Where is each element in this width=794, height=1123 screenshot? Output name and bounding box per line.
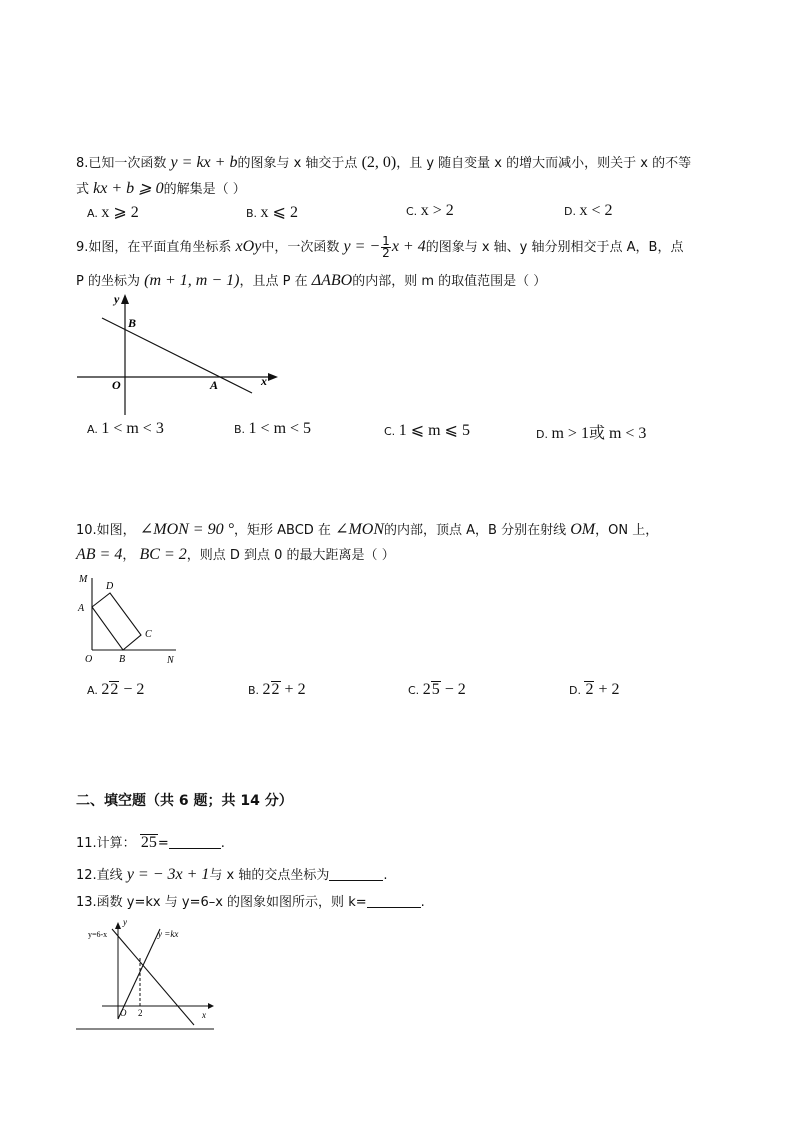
q10-option-d[interactable]: D. 2 + 2 bbox=[569, 681, 620, 698]
option-math: 1 ⩽ m ⩽ 5 bbox=[398, 422, 470, 439]
q9-text: 9.如图，在平面直角坐标系 bbox=[76, 240, 232, 255]
q9-coord-system: xOy bbox=[235, 238, 262, 255]
label-o: O bbox=[120, 1008, 127, 1018]
q10-option-a[interactable]: A. 22 − 2 bbox=[87, 681, 145, 698]
q10-text: 10.如图， bbox=[76, 523, 136, 538]
option-math: x > 2 bbox=[420, 202, 454, 219]
q10-ray-om: OM bbox=[570, 521, 596, 538]
q10-ab: AB = 4 bbox=[76, 546, 123, 563]
label-y: y bbox=[123, 917, 127, 927]
q10-option-b[interactable]: B. 22 + 2 bbox=[248, 681, 306, 698]
q8-text: 8.已知一次函数 bbox=[76, 156, 167, 171]
q11-end: . bbox=[220, 836, 225, 851]
label-b: B bbox=[128, 316, 137, 330]
q9-option-a[interactable]: A. 1 < m < 3 bbox=[87, 420, 164, 437]
q8-text: 式 bbox=[76, 182, 90, 197]
label-a: A bbox=[78, 603, 85, 614]
q10-text: 的内部，顶点 A，B 分别在射线 bbox=[384, 523, 567, 538]
q9-option-c[interactable]: C. 1 ⩽ m ⩽ 5 bbox=[384, 422, 470, 439]
q8-option-c[interactable]: C. x > 2 bbox=[406, 202, 454, 219]
q9-point-p: (m + 1, m − 1) bbox=[144, 272, 240, 289]
q9-option-d[interactable]: D. m > 1或 m < 3 bbox=[536, 425, 647, 442]
q9-text: 的内部，则 m 的取值范围是（ ） bbox=[352, 274, 547, 289]
q13-answer-blank[interactable] bbox=[367, 895, 421, 908]
sqrt: 2 bbox=[585, 681, 594, 698]
q10-angle: ∠MON = 90 ° bbox=[139, 521, 234, 538]
q9-figure bbox=[72, 290, 282, 420]
label-o: O bbox=[85, 654, 93, 665]
y-axis-arrow bbox=[121, 294, 129, 304]
q9-fraction: $\frac{1}{2}$ bbox=[382, 234, 390, 260]
option-math: x ⩾ 2 bbox=[101, 204, 139, 221]
label-y-kx: y =kx bbox=[158, 929, 179, 939]
x-axis-arrow bbox=[208, 1003, 214, 1009]
q11-label: 11.计算： bbox=[76, 836, 136, 851]
q10-text: ，矩形 ABCD 在 bbox=[233, 523, 331, 538]
q9-y-eq: y = − bbox=[343, 238, 381, 255]
option-math: 1 < m < 3 bbox=[101, 420, 164, 437]
q13 bbox=[76, 891, 425, 910]
label-x: x bbox=[261, 374, 267, 388]
q10-text: ，ON 上， bbox=[595, 523, 659, 538]
q10-figure bbox=[74, 570, 184, 670]
q10-option-c[interactable]: C. 25 − 2 bbox=[408, 681, 466, 698]
label-d: D bbox=[106, 581, 114, 592]
q9-text: 的图象与 x 轴、y 轴分别相交于点 A，B，点 bbox=[425, 240, 684, 255]
label-y: y bbox=[114, 292, 120, 306]
label-b: B bbox=[119, 654, 126, 665]
q8-text: 的解集是（ ） bbox=[163, 182, 246, 197]
q11 bbox=[76, 832, 225, 851]
q8-option-b[interactable]: B. x ⩽ 2 bbox=[246, 204, 298, 221]
label-2: 2 bbox=[138, 1008, 143, 1018]
q11-sqrt: 25 bbox=[140, 834, 157, 851]
label-o: O bbox=[112, 378, 121, 392]
q9-option-b[interactable]: B. 1 < m < 5 bbox=[234, 420, 312, 437]
q10-text: ， bbox=[122, 548, 136, 563]
q9-expr-rest: x + 4 bbox=[391, 238, 426, 255]
q8-line1 bbox=[76, 152, 691, 172]
label-a: A bbox=[210, 378, 219, 392]
sqrt: 5 bbox=[431, 681, 440, 698]
q13-figure bbox=[74, 915, 219, 1035]
sqrt: 2 bbox=[271, 681, 280, 698]
sqrt: 2 bbox=[110, 681, 119, 698]
label-c: C bbox=[145, 629, 152, 640]
x-axis-arrow bbox=[268, 373, 278, 381]
option-math: 1 < m < 5 bbox=[248, 420, 312, 437]
q8-point: (2, 0) bbox=[361, 154, 397, 171]
y-axis-arrow bbox=[115, 922, 121, 929]
q8-text: 的图象与 x 轴交于点 bbox=[237, 156, 358, 171]
q10-line1 bbox=[76, 519, 658, 539]
q9-triangle: ΔABO bbox=[311, 272, 353, 289]
option-math: x < 2 bbox=[579, 202, 613, 219]
q8-line2 bbox=[76, 178, 246, 198]
q12-expr: y = − 3x + 1 bbox=[126, 866, 210, 883]
q9-text: 中，一次函数 bbox=[261, 240, 340, 255]
q11-eq: = bbox=[157, 836, 169, 851]
q8-option-a[interactable]: A. x ⩾ 2 bbox=[87, 204, 139, 221]
label-n: N bbox=[167, 655, 174, 666]
option-math: m > 1或 m < 3 bbox=[551, 425, 647, 442]
q12-answer-blank[interactable] bbox=[329, 868, 383, 881]
q8-option-d[interactable]: D. x < 2 bbox=[564, 202, 613, 219]
label-m: M bbox=[79, 574, 88, 585]
rectangle-abcd bbox=[92, 593, 141, 650]
q13-end: . bbox=[420, 895, 425, 910]
option-math: x ⩽ 2 bbox=[260, 204, 298, 221]
q12 bbox=[76, 864, 388, 884]
q12-text: 与 x 轴的交点坐标为 bbox=[209, 868, 330, 883]
q8-function-expr: y = kx + b bbox=[170, 154, 238, 171]
q11-answer-blank[interactable] bbox=[169, 836, 221, 849]
label-y-6-minus-x: y=6-x bbox=[88, 930, 108, 939]
q10-text: ，则点 D 到点 0 的最大距离是（ ） bbox=[186, 548, 395, 563]
label-x: x bbox=[202, 1010, 206, 1020]
q9-text: P 的坐标为 bbox=[76, 274, 140, 289]
q10-angle-mon: ∠MON bbox=[335, 521, 385, 538]
q8-inequality: kx + b ⩾ 0 bbox=[93, 180, 164, 197]
q9-line2 bbox=[76, 270, 546, 290]
q10-bc: BC = 2 bbox=[139, 546, 187, 563]
q10-line2 bbox=[76, 544, 395, 564]
q13-text: 13.函数 y=kx 与 y=6–x 的图象如图所示，则 k= bbox=[76, 895, 367, 910]
q12-label: 12.直线 bbox=[76, 868, 123, 883]
q9-text: ，且点 P 在 bbox=[239, 274, 308, 289]
section-title: 二、填空题（共 6 题；共 14 分） bbox=[76, 793, 293, 809]
q12-end: . bbox=[383, 868, 388, 883]
q8-text: ，且 y 随自变量 x 的增大而减小，则关于 x 的不等 bbox=[396, 156, 692, 171]
q9-line1 bbox=[76, 236, 683, 259]
